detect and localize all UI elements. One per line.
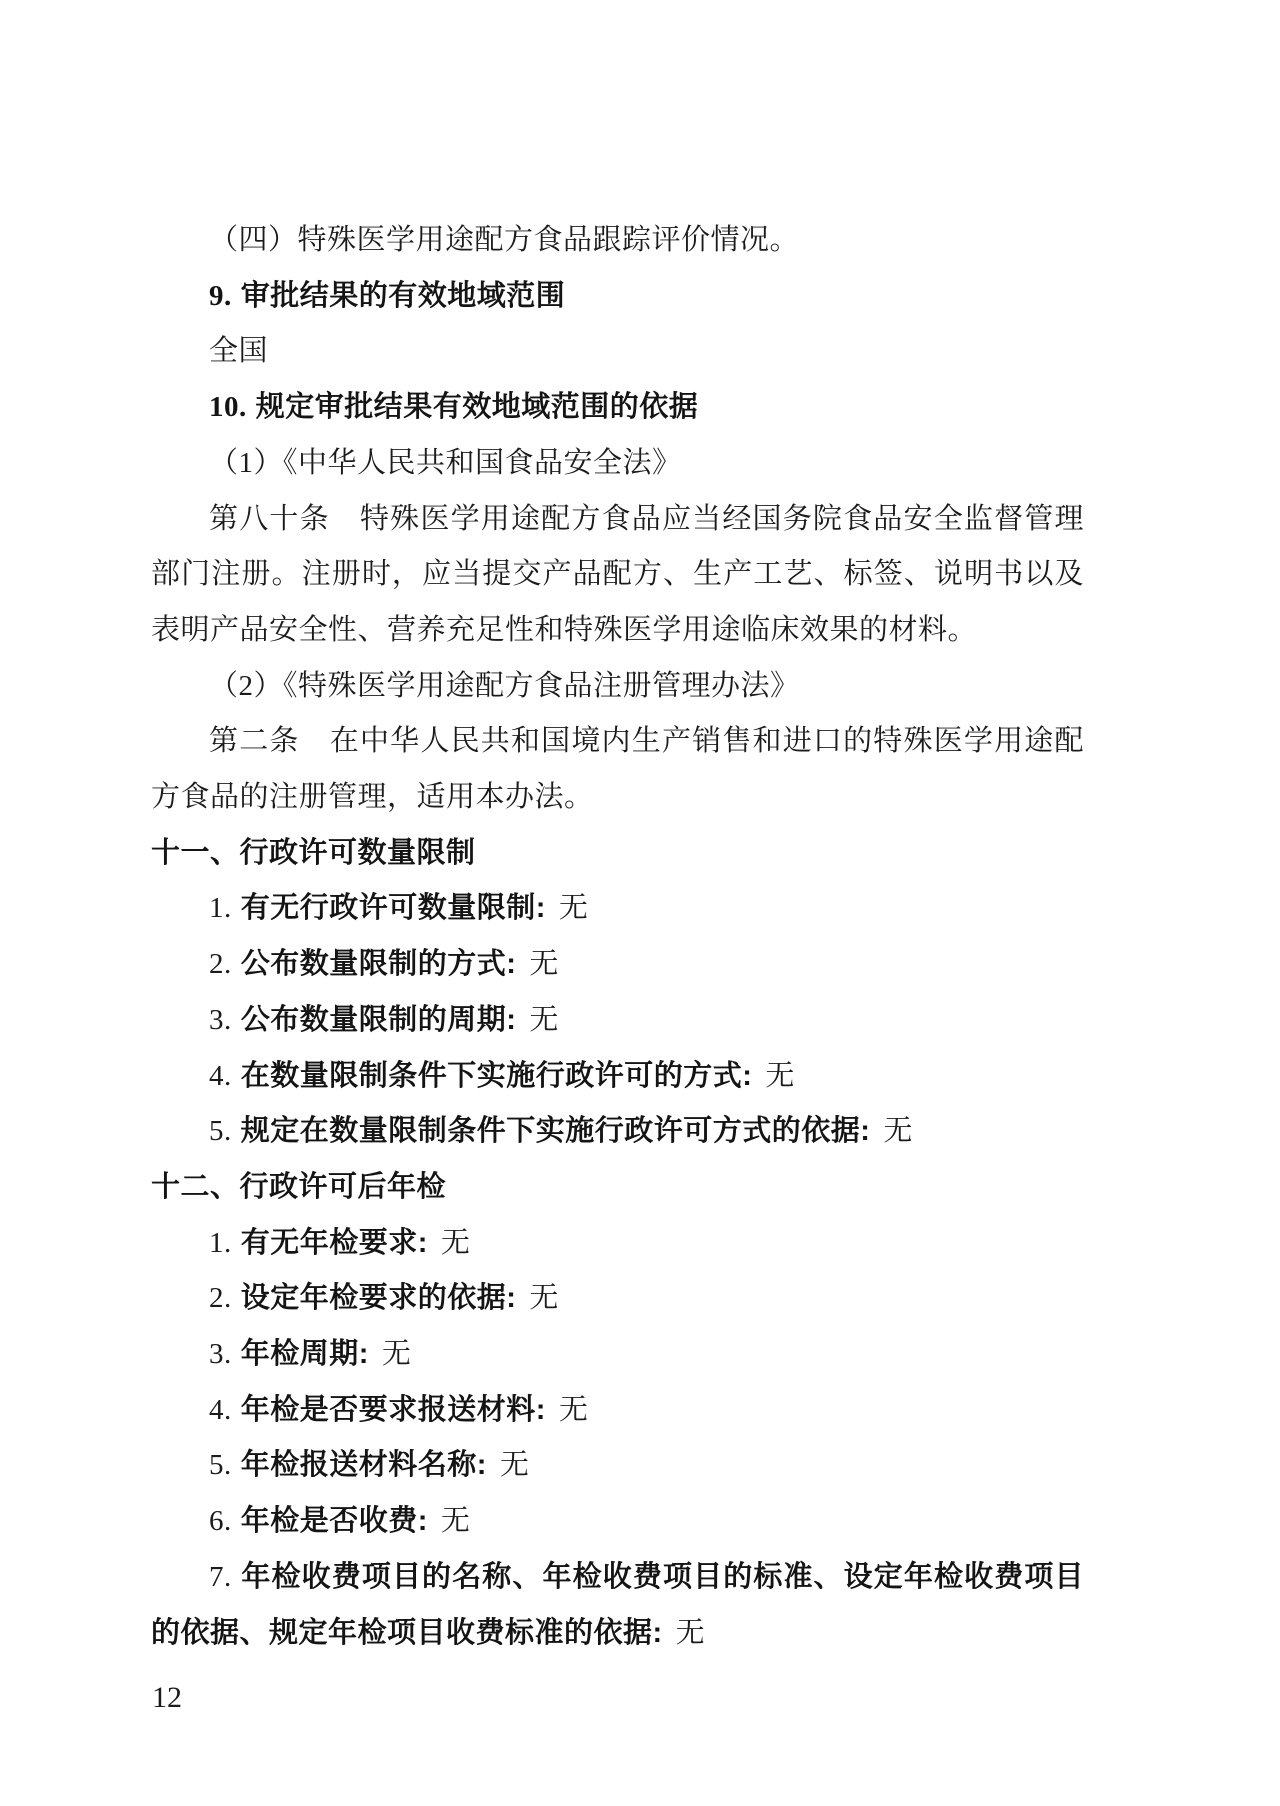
item-number: 5. bbox=[209, 1449, 232, 1482]
list-item bbox=[151, 1049, 1084, 1105]
heading-number: 9. bbox=[209, 279, 232, 312]
paragraph-ref-registration-measures: （2）《特殊医学用途配方食品注册管理办法》 bbox=[209, 669, 800, 702]
item-number: 5. bbox=[209, 1115, 232, 1148]
item-label: 年检是否要求报送材料: bbox=[240, 1393, 546, 1426]
item-label: 年检周期: bbox=[240, 1338, 369, 1371]
item-value: 无 bbox=[499, 1449, 530, 1482]
item-value: 无 bbox=[529, 1282, 559, 1315]
list-item bbox=[151, 881, 1084, 937]
item-value: 无 bbox=[440, 1226, 471, 1259]
list-item bbox=[151, 993, 1084, 1049]
item-label: 在数量限制条件下实施行政许可的方式: bbox=[240, 1059, 753, 1092]
section-12-title: 十二、行政许可后年检 bbox=[151, 1170, 447, 1203]
list-item bbox=[151, 1383, 1084, 1439]
item-number: 4. bbox=[209, 1393, 232, 1426]
item-value: 无 bbox=[529, 1003, 559, 1036]
list-item bbox=[151, 1216, 1084, 1272]
item-number: 1. bbox=[209, 892, 232, 925]
item-label: 年检收费项目的名称、年检收费项目的标准、设定年检收费项目的依据、规定年检项目收费标准的依据: bbox=[151, 1560, 1084, 1649]
item-value: 无 bbox=[529, 948, 559, 981]
document-content bbox=[151, 213, 1084, 1661]
item-number: 4. bbox=[209, 1059, 232, 1092]
list-item bbox=[151, 1438, 1084, 1494]
item-value: 无 bbox=[883, 1115, 913, 1148]
list-item bbox=[151, 1550, 1084, 1661]
item-value: 无 bbox=[765, 1059, 795, 1092]
section-11-title: 十一、行政许可数量限制 bbox=[151, 836, 476, 869]
item-number: 3. bbox=[209, 1003, 232, 1036]
list-item bbox=[151, 937, 1084, 993]
item-label: 规定在数量限制条件下实施行政许可方式的依据: bbox=[240, 1115, 871, 1148]
paragraph-ref-food-safety-law: （1）《中华人民共和国食品安全法》 bbox=[209, 446, 682, 479]
paragraph-article-80: 第八十条 特殊医学用途配方食品应当经国务院食品安全监督管理部门注册。注册时，应当提交产品配方、生产工艺、标签、说明书以及表明产品安全性、营养充足性和特殊医学用途临床效果的材料。 bbox=[151, 502, 1084, 646]
item-number: 6. bbox=[209, 1505, 232, 1538]
item-number: 3. bbox=[209, 1338, 232, 1371]
item-label: 设定年检要求的依据: bbox=[240, 1282, 517, 1315]
page-number: 12 bbox=[152, 1681, 182, 1714]
paragraph-scope-nationwide: 全国 bbox=[209, 335, 269, 368]
item-number: 2. bbox=[209, 1282, 232, 1315]
list-item bbox=[151, 1271, 1084, 1327]
item-label: 公布数量限制的方式: bbox=[240, 948, 517, 981]
item-value: 无 bbox=[558, 1393, 589, 1426]
paragraph-article-2: 第二条 在中华人民共和国境内生产销售和进口的特殊医学用途配方食品的注册管理，适用本办法。 bbox=[151, 725, 1084, 814]
item-label: 公布数量限制的周期: bbox=[240, 1003, 517, 1036]
item-label: 有无行政许可数量限制: bbox=[240, 892, 546, 925]
heading-text: 规定审批结果有效地域范围的依据 bbox=[255, 391, 699, 424]
item-value: 无 bbox=[381, 1338, 412, 1371]
item-number: 2. bbox=[209, 948, 232, 981]
item-label: 年检报送材料名称: bbox=[240, 1449, 487, 1482]
heading-number: 10. bbox=[209, 391, 247, 424]
item-number: 7. bbox=[209, 1560, 232, 1593]
heading-text: 审批结果的有效地域范围 bbox=[240, 279, 566, 312]
heading-9-valid-region bbox=[151, 269, 1084, 325]
item-label: 年检是否收费: bbox=[240, 1505, 428, 1538]
paragraph-tracking-evaluation: （四）特殊医学用途配方食品跟踪评价情况。 bbox=[209, 224, 800, 256]
item-number: 1. bbox=[209, 1226, 232, 1259]
heading-10-region-basis bbox=[151, 380, 1084, 436]
list-item bbox=[151, 1104, 1084, 1160]
list-item bbox=[151, 1327, 1084, 1383]
item-label: 有无年检要求: bbox=[240, 1226, 428, 1259]
list-item bbox=[151, 1494, 1084, 1550]
item-value: 无 bbox=[440, 1505, 471, 1538]
item-value: 无 bbox=[558, 892, 589, 925]
item-value: 无 bbox=[675, 1616, 706, 1649]
